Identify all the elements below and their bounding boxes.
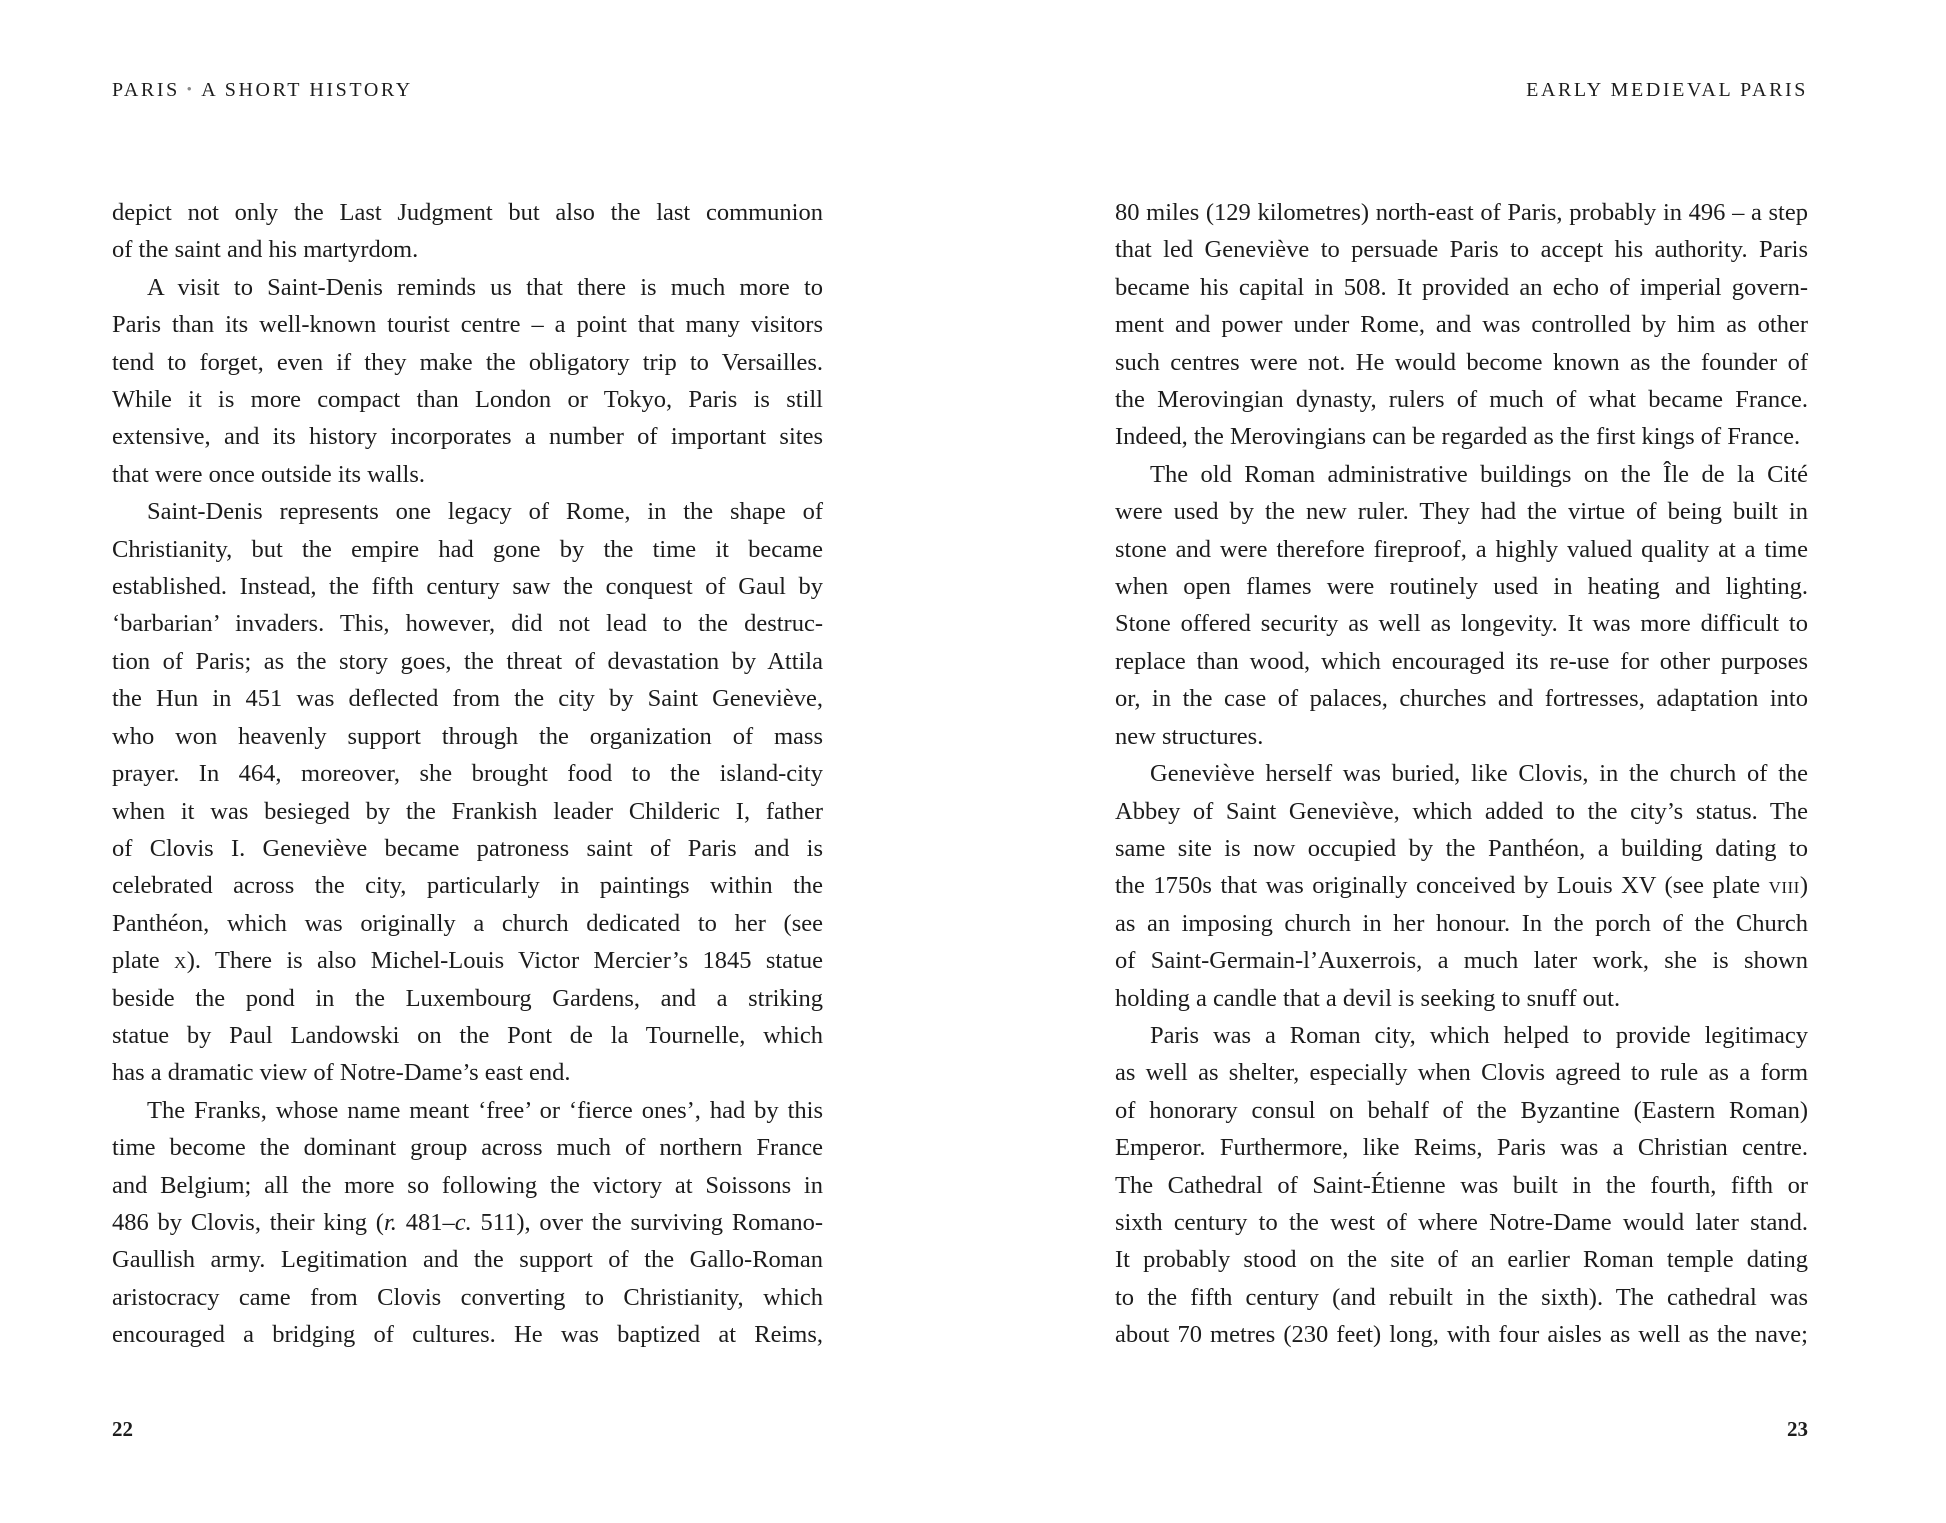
page-23-text-column	[1115, 194, 1808, 1354]
text-line: replace than wood, which encouraged its re-use for other purposes	[1115, 647, 1808, 675]
text-line: became his capital in 508. It provided an echo of imperial govern-	[1115, 273, 1808, 301]
text-line: tion of Paris; as the story goes, the threat of devastation by Attila	[112, 647, 823, 675]
text-line: same site is now occupied by the Panthéon, a building dating to	[1115, 834, 1808, 862]
text-line: of Saint-Germain-l’Auxerrois, a much later work, she is shown	[1115, 947, 1808, 975]
book-subtitle: A SHORT HISTORY	[201, 79, 413, 101]
text-line: has a dramatic view of Notre-Dame’s east end.	[112, 1059, 571, 1087]
text-line: when open flames were routinely used in heating and lighting.	[1115, 573, 1808, 601]
text-line: depict not only the Last Judgment but also the last communion	[112, 199, 823, 226]
text-line: Emperor. Furthermore, like Reims, Paris was a Christian centre.	[1115, 1134, 1808, 1162]
text-line: 80 miles (129 kilometres) north-east of Paris, probably in 496 – a step	[1115, 199, 1808, 226]
text-line: of honorary consul on behalf of the Byzantine (Eastern Roman)	[1115, 1096, 1808, 1124]
text-line: of the saint and his martyrdom.	[112, 236, 419, 264]
paragraph	[112, 1092, 823, 1354]
text-line: statue by Paul Landowski on the Pont de la Tournelle, which	[112, 1021, 823, 1049]
text-line: beside the pond in the Luxembourg Gardens, and a striking	[112, 984, 823, 1012]
paragraph	[1115, 456, 1808, 755]
text-line: extensive, and its history incorporates a number of important sites	[112, 423, 823, 451]
text-line: aristocracy came from Clovis converting to Christianity, which	[112, 1283, 823, 1311]
text-line: Indeed, the Merovingians can be regarded as the first kings of France.	[1115, 423, 1801, 451]
text-line: as well as shelter, especially when Clovis agreed to rule as a form	[1115, 1059, 1808, 1087]
text-line: tend to forget, even if they make the obligatory trip to Versailles.	[112, 348, 823, 376]
text-line: The Franks, whose name meant ‘free’ or ‘fierce ones’, had by this	[147, 1096, 823, 1124]
text-line: Abbey of Saint Geneviève, which added to the city’s status. The	[1115, 797, 1808, 825]
text-line: or, in the case of palaces, churches and fortresses, adaptation into	[1115, 685, 1808, 713]
text-line: Geneviève herself was buried, like Clovis, in the church of the	[1150, 760, 1808, 788]
text-line: ‘barbarian’ invaders. This, however, did not lead to the destruc-	[112, 610, 823, 638]
text-line: such centres were not. He would become known as the founder of	[1115, 348, 1808, 376]
book-title: PARIS	[112, 79, 180, 101]
text-line: The old Roman administrative buildings on the Île de la Cité	[1150, 460, 1808, 488]
text-line: that led Geneviève to persuade Paris to accept his authority. Paris	[1115, 236, 1808, 264]
text-line: stone and were therefore fireproof, a highly valued quality at a time	[1115, 535, 1808, 563]
text-line: Christianity, but the empire had gone by the time it became	[112, 535, 823, 563]
text-line: were used by the new ruler. They had the virtue of being built in	[1115, 498, 1808, 526]
text-line: the Hun in 451 was deflected from the city by Saint Geneviève,	[112, 685, 823, 713]
text-line: 486 by Clovis, their king (r. 481–c. 511), over the surviving Romano-	[112, 1208, 824, 1236]
text-line: of Clovis I. Geneviève became patroness saint of Paris and is	[112, 834, 823, 862]
text-line: The Cathedral of Saint-Étienne was built in the fourth, fifth or	[1115, 1171, 1808, 1199]
text-line: While it is more compact than London or Tokyo, Paris is still	[112, 386, 823, 414]
text-line: to the fifth century (and rebuilt in the sixth). The cathedral was	[1115, 1283, 1808, 1311]
separator-dot: •	[186, 82, 195, 98]
text-line: Stone offered security as well as longevity. It was more difficult to	[1115, 610, 1808, 638]
text-line: the 1750s that was originally conceived by Louis XV (see plate viii)	[1115, 872, 1808, 900]
text-line: that were once outside its walls.	[112, 460, 425, 488]
text-line: the Merovingian dynasty, rulers of much of what became France.	[1115, 386, 1808, 414]
text-line: holding a candle that a devil is seeking to snuff out.	[1115, 984, 1621, 1012]
paragraph	[112, 493, 823, 1092]
paragraph	[1115, 194, 1808, 456]
text-line: Panthéon, which was originally a church dedicated to her (see	[112, 909, 823, 937]
running-header-left	[112, 79, 413, 102]
text-line: who won heavenly support through the organization of mass	[112, 722, 823, 750]
text-line: about 70 metres (230 feet) long, with four aisles as well as the nave;	[1115, 1321, 1808, 1349]
paragraph	[1115, 1017, 1808, 1354]
text-line: Gaullish army. Legitimation and the support of the Gallo-Roman	[112, 1246, 823, 1274]
text-line: when it was besieged by the Frankish leader Childeric I, father	[112, 797, 823, 825]
running-header-right	[1526, 79, 1808, 102]
text-line: prayer. In 464, moreover, she brought food to the island-city	[112, 760, 823, 788]
text-line: Paris was a Roman city, which helped to provide legitimacy	[1150, 1021, 1808, 1049]
text-line: ment and power under Rome, and was controlled by him as other	[1115, 311, 1808, 339]
page-number-right: 23	[1787, 1417, 1808, 1441]
paragraph	[1115, 755, 1808, 1017]
paragraph	[112, 194, 823, 269]
text-line: Saint-Denis represents one legacy of Rome, in the shape of	[147, 498, 823, 526]
text-line: Paris than its well-known tourist centre – a point that many visitors	[112, 311, 823, 339]
text-line: time become the dominant group across much of northern France	[112, 1134, 823, 1162]
text-line: established. Instead, the fifth century saw the conquest of Gaul by	[112, 573, 823, 601]
text-line: as an imposing church in her honour. In the porch of the Church	[1115, 909, 1808, 937]
text-line: sixth century to the west of where Notre-Dame would later stand.	[1115, 1208, 1808, 1236]
text-line: A visit to Saint-Denis reminds us that there is much more to	[147, 273, 823, 301]
text-line: new structures.	[1115, 722, 1264, 750]
page-number-left: 22	[112, 1417, 133, 1441]
text-line: and Belgium; all the more so following the victory at Soissons in	[112, 1171, 823, 1199]
text-line: encouraged a bridging of cultures. He was baptized at Reims,	[112, 1321, 823, 1349]
text-line: It probably stood on the site of an earlier Roman temple dating	[1115, 1246, 1808, 1274]
text-line: celebrated across the city, particularly in paintings within the	[112, 872, 823, 900]
page-22-text-column	[112, 194, 823, 1354]
text-line: plate x). There is also Michel-Louis Victor Mercier’s 1845 statue	[112, 947, 823, 975]
paragraph	[112, 269, 823, 493]
chapter-title: EARLY MEDIEVAL PARIS	[1526, 79, 1808, 101]
